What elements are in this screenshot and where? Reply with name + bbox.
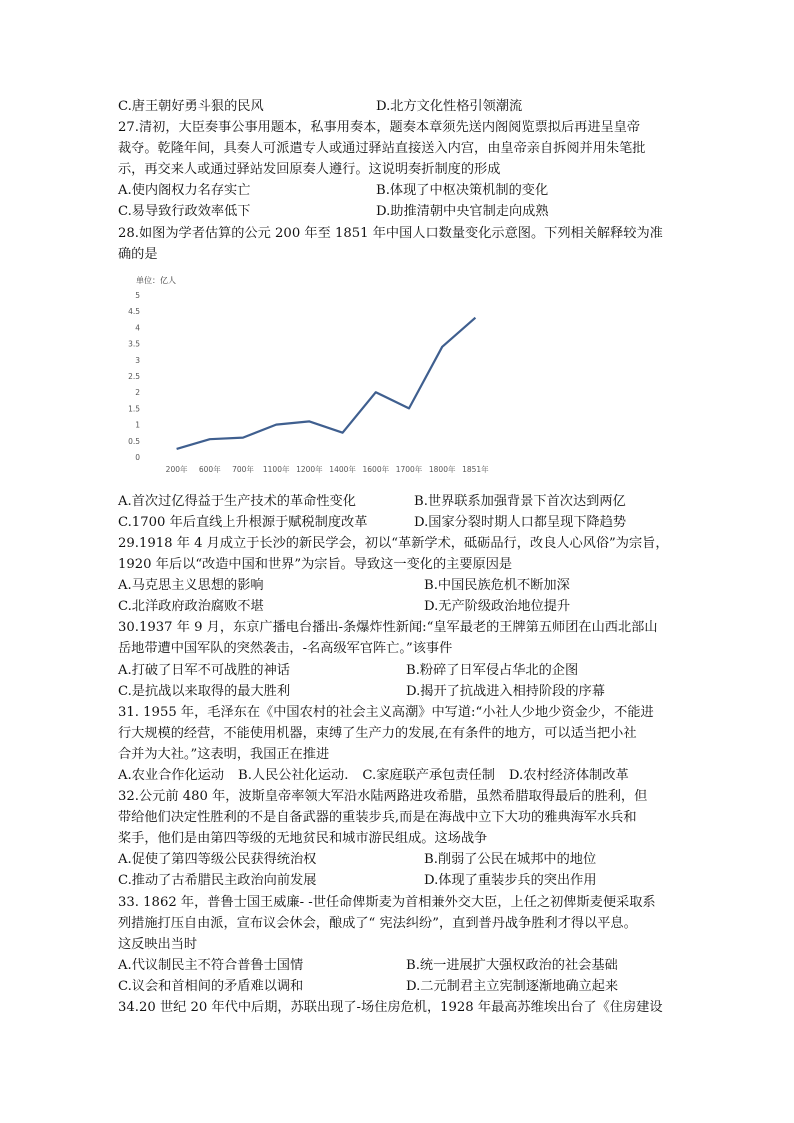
x-tick-label: 700年 bbox=[232, 464, 254, 474]
exam-page bbox=[118, 96, 678, 1018]
q28-option-c: C.1700 年后直线上升根源于赋税制度改革 bbox=[118, 514, 368, 530]
q30-stem-line: 30.1937 年 9 月，东京广播电台播出-条爆炸性新闻:“皇军最老的王牌第五师团在山西北部山 bbox=[118, 620, 658, 636]
q33-option-c: C.议会和首相间的矛盾难以调和 bbox=[118, 978, 304, 994]
q32-stem-line: 桨手，他们是由第四等级的无地贫民和城市游民组成。这场战争 bbox=[118, 831, 488, 847]
q32-option-a: A.促使了第四等级公民获得统治权 bbox=[118, 852, 317, 868]
y-tick-label: 4 bbox=[135, 323, 140, 333]
x-tick-label: 600年 bbox=[198, 464, 221, 474]
q27-stem-line: 裁夺。乾隆年间，具奏人可派遣专人或通过驿站直接送入内宫，由皇帝亲自拆阅并用朱笔批 bbox=[118, 141, 646, 157]
y-tick-label: 3 bbox=[135, 355, 140, 365]
q28-option-a: A.首次过亿得益于生产技术的革命性变化 bbox=[118, 493, 356, 509]
question-27 bbox=[118, 117, 678, 222]
q33-option-d: D.二元制君主立宪制逐渐地确立起来 bbox=[406, 978, 619, 994]
y-tick-label: 0.5 bbox=[128, 436, 140, 446]
y-tick-label: 0 bbox=[135, 452, 140, 462]
q29-options-cd bbox=[118, 596, 678, 617]
q30-option-a: A.打破了日军不可战胜的神话 bbox=[118, 662, 290, 678]
q29-stem-line: 1920 年后以“改造中国和世界”为宗旨。导致这一变化的主要原因是 bbox=[118, 557, 513, 573]
y-axis-ticks bbox=[128, 291, 140, 462]
q33-option-a: A.代议制民主不符合普鲁士国情 bbox=[118, 957, 304, 973]
question-34 bbox=[118, 997, 678, 1018]
question-30 bbox=[118, 617, 678, 701]
question-28 bbox=[118, 223, 678, 533]
y-tick-label: 3.5 bbox=[128, 339, 140, 349]
q31-option-d: D.农村经济体制改革 bbox=[508, 767, 629, 783]
q27-option-c: C.易导致行政效率低下 bbox=[118, 204, 251, 220]
q30-stem-line: 岳地带遭中国军队的突然袭击，-名高级军官阵亡。”该事件 bbox=[118, 641, 453, 657]
q26-option-d: D.北方文化性格引领潮流 bbox=[376, 99, 523, 114]
q33-options-cd bbox=[118, 976, 678, 997]
question-32 bbox=[118, 786, 678, 891]
q27-options-cd bbox=[118, 201, 678, 222]
q30-option-b: B.粉碎了日军侵占华北的企图 bbox=[406, 662, 579, 678]
q28-option-d: D.国家分裂时期人口都呈现下降趋势 bbox=[414, 514, 627, 530]
population-series-line bbox=[177, 317, 476, 448]
y-tick-label: 2 bbox=[135, 387, 140, 397]
q31-stem-line: 行大规模的经营，不能使用机器，束缚了生产力的发展,在有条件的地方，可以适当把小社 bbox=[118, 725, 637, 741]
q31-stem-line: 31. 1955 年，毛泽东在《中国农村的社会主义高潮》中写道:“小社人少地少资金少，不能进 bbox=[118, 704, 654, 720]
q32-options-cd bbox=[118, 870, 678, 891]
q26-option-c: C.唐王朝好勇斗狠的民风 bbox=[118, 99, 264, 114]
q28-stem-line: 28.如图为学者估算的公元 200 年至 1851 年中国人口数量变化示意图。下列相关解释较为准 bbox=[118, 225, 663, 241]
x-tick-label: 1800年 bbox=[428, 464, 456, 474]
q32-stem-line: 32.公元前 480 年，波斯皇帝率领大军沿水陆两路进攻希腊，虽然希腊取得最后的胜利，但 bbox=[118, 789, 648, 805]
y-tick-label: 1 bbox=[135, 420, 140, 430]
q30-option-c: C.是抗战以来取得的最大胜利 bbox=[118, 683, 291, 699]
q29-option-b: B.中国民族危机不断加深 bbox=[424, 578, 570, 594]
y-tick-label: 5 bbox=[135, 290, 140, 300]
q28-options-cd bbox=[118, 512, 678, 533]
q32-options-ab bbox=[118, 849, 678, 870]
x-tick-label: 1400年 bbox=[329, 464, 356, 474]
population-chart bbox=[120, 271, 500, 481]
q29-stem-line: 29.1918 年 4 月成立于长沙的新民学会，初以“革新学术，砥砺品行，改良人心风俗”为宗旨， bbox=[118, 535, 669, 551]
q28-options-ab bbox=[118, 491, 678, 512]
y-tick-label: 2.5 bbox=[128, 371, 140, 381]
q33-stem-line: 33. 1862 年，普鲁士国王威廉- -世任命俾斯麦为首相兼外交大臣，上任之初俾斯麦便采取系 bbox=[118, 894, 656, 910]
x-tick-label: 200年 bbox=[165, 464, 188, 474]
q30-option-d: D.揭开了抗战进入相持阶段的序幕 bbox=[406, 683, 605, 699]
q27-option-a: A.使内阁权力名存实亡 bbox=[118, 183, 251, 199]
q29-option-d: D.无产阶级政治地位提升 bbox=[424, 599, 571, 615]
q32-option-c: C.推动了古希腊民主政治向前发展 bbox=[118, 873, 317, 889]
q27-stem-line: 示，再交来人或通过驿站发回原奏人遵行。这说明奏折制度的形成 bbox=[118, 162, 501, 178]
q29-option-c: C.北洋政府政治腐败不堪 bbox=[118, 599, 264, 615]
x-tick-label: 1851年 bbox=[462, 464, 489, 474]
q29-option-a: A.马克思主义思想的影响 bbox=[118, 578, 264, 594]
q34-stem-line: 34.20 世纪 20 年代中后期，苏联出现了-场住房危机，1928 年最高苏维埃出台了《住房建设 bbox=[118, 1000, 663, 1015]
q27-option-b: B.体现了中枢决策机制的变化 bbox=[376, 183, 549, 199]
q26-options-cd bbox=[118, 96, 678, 117]
q27-stem-line: 27.清初，大臣奏事公事用题本，私事用奏本，题奏本章须先送内阁阅览票拟后再进呈皇帝 bbox=[118, 120, 641, 136]
q30-options-cd bbox=[118, 681, 678, 702]
x-tick-label: 1100年 bbox=[262, 464, 290, 474]
q29-options-ab bbox=[118, 575, 678, 596]
question-31 bbox=[118, 702, 678, 786]
y-tick-label: 4.5 bbox=[128, 306, 140, 316]
q27-option-d: D.助推清朝中央官制走向成熟 bbox=[376, 204, 549, 220]
q32-option-b: B.削弱了公民在城邦中的地位 bbox=[424, 852, 597, 868]
x-tick-label: 1700年 bbox=[395, 464, 423, 474]
q33-option-b: B.统一进展扩大强权政治的社会基础 bbox=[406, 957, 618, 973]
question-29 bbox=[118, 533, 678, 617]
x-axis-ticks bbox=[166, 464, 490, 474]
population-line-chart bbox=[120, 271, 500, 481]
q33-options-ab bbox=[118, 955, 678, 976]
x-tick-label: 1200年 bbox=[296, 464, 323, 474]
q33-stem-line: 这反映出当时 bbox=[118, 936, 198, 952]
q31-option-a: A.农业合作化运动 bbox=[118, 767, 225, 783]
question-33 bbox=[118, 892, 678, 997]
q30-options-ab bbox=[118, 660, 678, 681]
q31-option-b: B.人民公社化运动. bbox=[238, 767, 349, 783]
q31-options bbox=[118, 765, 678, 786]
q31-option-c: C.家庭联产承包责任制 bbox=[362, 767, 495, 783]
q28-option-b: B.世界联系加强背景下首次达到两亿 bbox=[414, 493, 626, 509]
q28-stem-line: 确的是 bbox=[118, 246, 158, 262]
q27-options-ab bbox=[118, 180, 678, 201]
q31-stem-line: 合并为大社。”这表明，我国正在推进 bbox=[118, 746, 330, 762]
chart-unit-label: 单位：亿人 bbox=[136, 275, 176, 285]
q33-stem-line: 列措施打压自由派，宣布议会休会，酿成了“ 宪法纠纷”，直到普丹战争胜利才得以平息。 bbox=[118, 915, 637, 931]
x-tick-label: 1600年 bbox=[362, 464, 390, 474]
q32-stem-line: 带给他们决定性胜利的不是自备武器的重装步兵,而是在海战中立下大功的雅典海军水兵和 bbox=[118, 810, 637, 826]
q32-option-d: D.体现了重装步兵的突出作用 bbox=[424, 873, 597, 889]
y-tick-label: 1.5 bbox=[128, 404, 140, 414]
